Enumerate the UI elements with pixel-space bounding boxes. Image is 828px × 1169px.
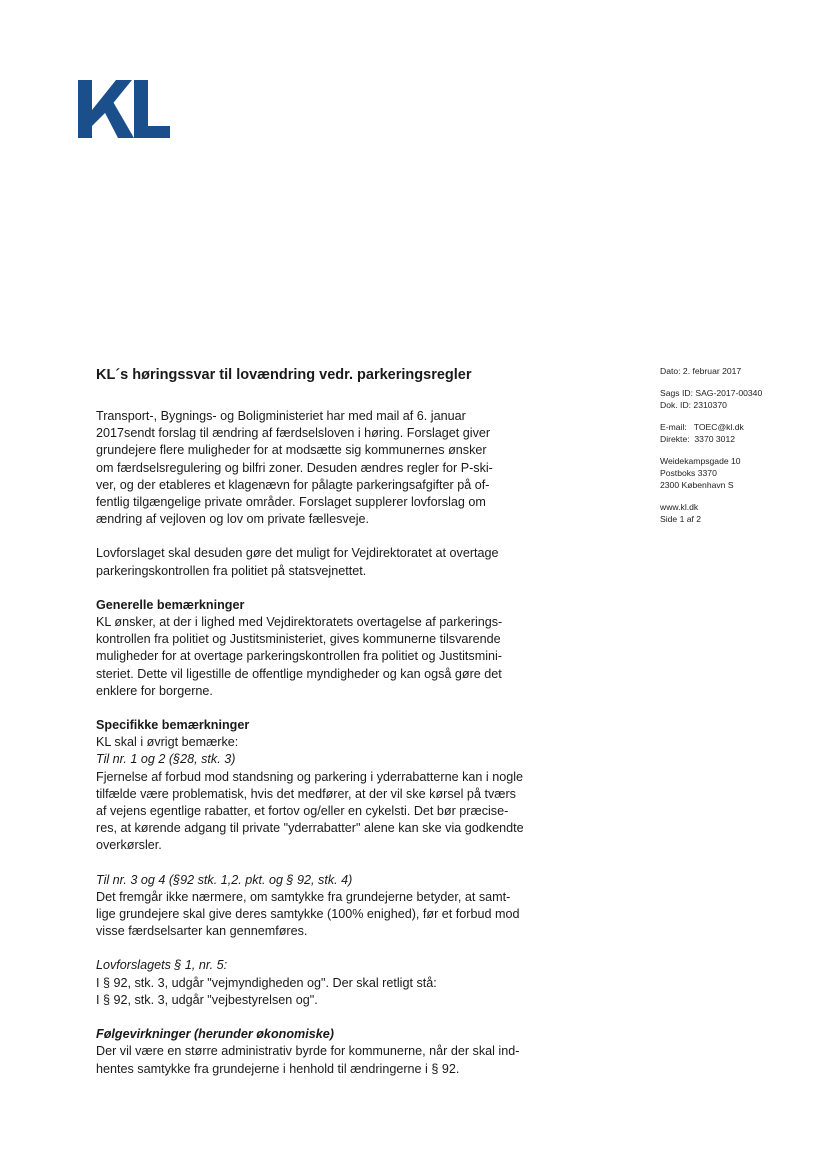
text-line: visse færdselsarter kan gennemføres. bbox=[96, 924, 308, 939]
address-group bbox=[660, 455, 762, 491]
document-title: KL´s høringssvar til lovændring vedr. parkeringsregler bbox=[96, 367, 472, 383]
text-line: hentes samtykke fra grundejerne i henhold til ændringerne i § 92. bbox=[96, 1061, 460, 1076]
document-info-sidebar bbox=[660, 365, 762, 535]
text-line: I § 92, stk. 3, udgår "vejmyndigheden og". Der skal retligt stå: bbox=[96, 975, 437, 990]
text-line: Der vil være en større administrativ byrde for kommunerne, når der skal ind- bbox=[96, 1044, 520, 1059]
text-line: Fjernelse af forbud mod standsning og parkering i yderrabatterne kan i nogle bbox=[96, 769, 524, 784]
general-section bbox=[96, 597, 556, 700]
text-line: grundejere flere muligheder for at modsætte sig kommunernes ønsker bbox=[96, 443, 487, 458]
address-city: 2300 København S bbox=[660, 480, 734, 490]
text-line: parkeringskontrollen fra politiet på statsvejnettet. bbox=[96, 563, 367, 578]
doc-id: Dok. ID: 2310370 bbox=[660, 400, 727, 410]
text-line: af vejens egentlige rabatter, et fortov og/eller en cykelsti. Det bør præcise- bbox=[96, 804, 509, 819]
text-line: KL skal i øvrigt bemærke: bbox=[96, 735, 239, 750]
kl-logo bbox=[78, 80, 170, 138]
text-line: Det fremgår ikke nærmere, om samtykke fra grundejerne betyder, at samt- bbox=[96, 889, 511, 904]
text-line: KL ønsker, at der i lighed med Vejdirektoratets overtagelse af parkerings- bbox=[96, 615, 503, 630]
date-group bbox=[660, 365, 762, 377]
subsection-heading: Til nr. 3 og 4 (§92 stk. 1,2. pkt. og § 92, stk. 4) bbox=[96, 872, 353, 887]
website: www.kl.dk bbox=[660, 502, 699, 512]
text-line: tilfælde være problematisk, hvis det medfører, at der vil ske kørsel på tværs bbox=[96, 786, 516, 801]
text-line: om færdselsregulering og bilfri zoner. Desuden ændres regler for P-ski- bbox=[96, 460, 493, 475]
text-line: kontrollen fra politiet og Justitsministeriet, gives kommunerne tilsvarende bbox=[96, 632, 501, 647]
section-heading: Følgevirkninger (herunder økonomiske) bbox=[96, 1027, 334, 1042]
address-street: Weidekampsgade 10 bbox=[660, 456, 741, 466]
contact-group bbox=[660, 421, 762, 445]
text-line: res, at kørende adgang til private "yderrabatter" alene kan ske via godkendte bbox=[96, 821, 524, 836]
text-line: Lovforslaget skal desuden gøre det muligt for Vejdirektoratet at overtage bbox=[96, 546, 499, 561]
page-number: Side 1 af 2 bbox=[660, 514, 702, 524]
text-line: enklere for borgerne. bbox=[96, 683, 213, 698]
text-line: lige grundejere skal give deres samtykke (100% enighed), før et forbud mod bbox=[96, 907, 520, 922]
section-heading: Generelle bemærkninger bbox=[96, 597, 245, 612]
kl-logo-mark bbox=[78, 80, 170, 138]
text-line: 2017sendt forslag til ændring af færdselsloven i høring. Forslaget giver bbox=[96, 426, 491, 441]
section-heading: Specifikke bemærkninger bbox=[96, 718, 250, 733]
document-body bbox=[96, 408, 556, 1078]
text-line: overkørsler. bbox=[96, 838, 162, 853]
text-line: I § 92, stk. 3, udgår "vejbestyrelsen og". bbox=[96, 992, 318, 1007]
consequence-section bbox=[96, 1026, 556, 1078]
text-line: fentlig tilgængelige private områder. Forslaget supplerer lovforslag om bbox=[96, 495, 486, 510]
intro-paragraph bbox=[96, 408, 556, 528]
text-line: muligheder for at overtage parkeringskontrollen fra politiet og Justitsmini- bbox=[96, 649, 502, 664]
email: E-mail: TOEC@kl.dk bbox=[660, 422, 744, 432]
text-line: ver, og der etableres et klagenævn for pålagte parkeringsafgifter på of- bbox=[96, 477, 490, 492]
specific-section bbox=[96, 717, 556, 1009]
text-line: Transport-, Bygnings- og Boligministeriet har med mail af 6. januar bbox=[96, 409, 466, 423]
id-group bbox=[660, 387, 762, 411]
direct-phone: Direkte: 3370 3012 bbox=[660, 434, 736, 444]
second-paragraph bbox=[96, 545, 556, 579]
case-id: Sags ID: SAG-2017-00340 bbox=[660, 388, 763, 398]
address-pobox: Postboks 3370 bbox=[660, 468, 717, 478]
date: Dato: 2. februar 2017 bbox=[660, 366, 742, 376]
subsection-heading: Lovforslagets § 1, nr. 5: bbox=[96, 958, 228, 973]
text-line: ændring af vejloven og lov om private fællesveje. bbox=[96, 512, 370, 527]
web-group bbox=[660, 501, 762, 525]
subsection-heading: Til nr. 1 og 2 (§28, stk. 3) bbox=[96, 752, 236, 767]
text-line: steriet. Dette vil ligestille de offentlige myndigheder og kan også gøre det bbox=[96, 666, 502, 681]
